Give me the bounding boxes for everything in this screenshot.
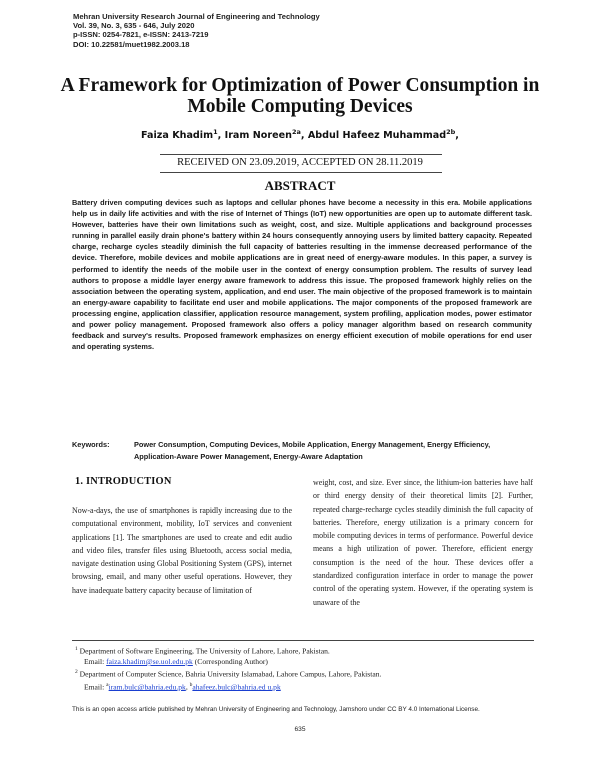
introduction-left-column: Now-a-days, the use of smartphones is rapidly increasing due to the computational environment, mobility, IoT services and convenient applications [1]. The smartphones are used to create and edit audio and video files, transfer files using Bluetooth, access social media, navigate destination using Global Positioning System (GPS), internet browsing, email, and many other useful operations. However, they have inadequate battery capacity because of limitation of [72, 506, 292, 595]
title-line-1: A Framework for Optimization of Power Consumption in [60, 75, 540, 96]
author-affiliation-mark: 1 [213, 128, 218, 136]
footnote-1 [75, 644, 535, 657]
author-name: Faiza Khadim [141, 130, 214, 142]
introduction-heading: 1. INTRODUCTION [75, 476, 172, 487]
author-affiliation-mark: 2a [291, 128, 301, 136]
footnote-1-email-line [75, 657, 535, 667]
author-separator: , [300, 130, 308, 142]
keywords-text: Power Consumption, Computing Devices, Mobile Application, Energy Management, Energy Efficiency, Application-Aware Power Management, Energy-Aware Adaptation [134, 440, 491, 461]
journal-issn: p-ISSN: 0254-7821, e-ISSN: 2413-7219 [73, 30, 209, 40]
journal-volume: Vol. 39, No. 3, 635 - 646, July 2020 [73, 21, 195, 31]
email-link-hafeez[interactable]: ahafeez.bulc@bahria.ed u.pk [192, 682, 281, 692]
author-name: Iram Noreen [224, 130, 292, 142]
journal-doi: DOI: 10.22581/muet1982.2003.18 [73, 39, 190, 49]
author-name: Abdul Hafeez Muhammad [307, 130, 447, 142]
email-mark: a [106, 681, 109, 688]
paper-title [60, 75, 540, 117]
author-separator: , [455, 130, 459, 142]
license-notice: This is an open access article published by Mehran University of Engineering and Technology, Jamshoro under CC BY 4.0 International License. [72, 706, 480, 713]
affiliation-1: Department of Software Engineering, The University of Lahore, Lahore, Pakistan. [77, 646, 330, 656]
journal-header [73, 12, 533, 49]
author-separator: , [217, 130, 225, 142]
abstract-heading: ABSTRACT [264, 178, 336, 193]
journal-name: Mehran University Research Journal of Engineering and Technology [73, 12, 320, 21]
keywords-label: Keywords: [72, 440, 110, 449]
footnote-2 [75, 667, 535, 680]
corresponding-note: (Corresponding Author) [192, 656, 268, 666]
page-number: 635 [294, 726, 306, 733]
affiliation-2: Department of Computer Science, Bahria University Islamabad, Lahore Campus, Lahore, Pakistan. [77, 669, 382, 679]
title-line-2: Mobile Computing Devices [187, 96, 413, 117]
author-affiliation-mark: 2b [446, 128, 456, 136]
email-link-faiza[interactable]: faiza.khadim@se.uol.edu.pk [106, 656, 193, 666]
footnote-mark: 2 [75, 669, 78, 676]
email-separator: , [185, 682, 190, 692]
received-top-rule [160, 154, 442, 155]
abstract-text: Battery driven computing devices such as laptops and cellular phones have become a necessity in this era. Mobile applications help us in daily life activities and with the rise of Internet of Things (IoT) new opportunities are open up to automate different task. However, batteries have their own limitations such as weight, cost, and size. Multiple applications and background processes running in parallel easily drain phone's battery within 24 hours consequently annoying users by limited battery capacity. Repeated charge, recharge cycles steadily diminish the full capacity of batteries resulting in the immense decreased performance of the device. Therefore, mobile devices and mobile applications are in great need of energy-aware modules. In this paper, a survey is performed to identify the needs of the mobile user in the context of energy consumption problem. The results of survey lead authors to propose a middle layer energy aware framework to address this issue. The proposed framework highly relies on the association between the operating system, application, and end user. The main objective of the proposed framework is to maintain an energy-aware capability to facilitate end user and mobile applications. The major components of the proposed framework are processing engine, application classifier, application resource management, system profiling, application modes, power estimator and power policy management. Proposed framework also offers a policy manager algorithm based on research community feedback and survey's results. Proposed framework emphasizes on energy efficient execution of mobile operations for end user and operating systems. [72, 198, 532, 352]
email-label: Email: [84, 656, 107, 666]
received-bottom-rule [160, 172, 442, 173]
footnote-2-email-line [75, 680, 535, 693]
footnote-rule [72, 640, 534, 641]
received-dates: RECEIVED ON 23.09.2019, ACCEPTED ON 28.11.2019 [177, 157, 423, 168]
email-label: Email: [84, 682, 107, 692]
email-mark: b [189, 681, 193, 688]
affiliation-footnotes [75, 644, 535, 693]
introduction-right-column: weight, cost, and size. Ever since, the lithium-ion batteries have half or third energy density of their theoretical limits [2]. Further, repeated charge-recharge cycles steadily diminish the full capacity of batteries. Therefore, energy utilization is a primary concern for mobile computing devices in terms of performance. Powerful device means a high utilization of power. Therefore, efficient energy consumption is the need of the hour. These devices offer a standardized configuration interface in order to manage the power control of the operating system. However, if the operating system is unaware of the [313, 478, 533, 607]
email-link-iram[interactable]: iram.bulc@bahria.edu.pk [108, 682, 186, 692]
footnote-mark: 1 [75, 646, 78, 652]
author-list [60, 128, 540, 141]
